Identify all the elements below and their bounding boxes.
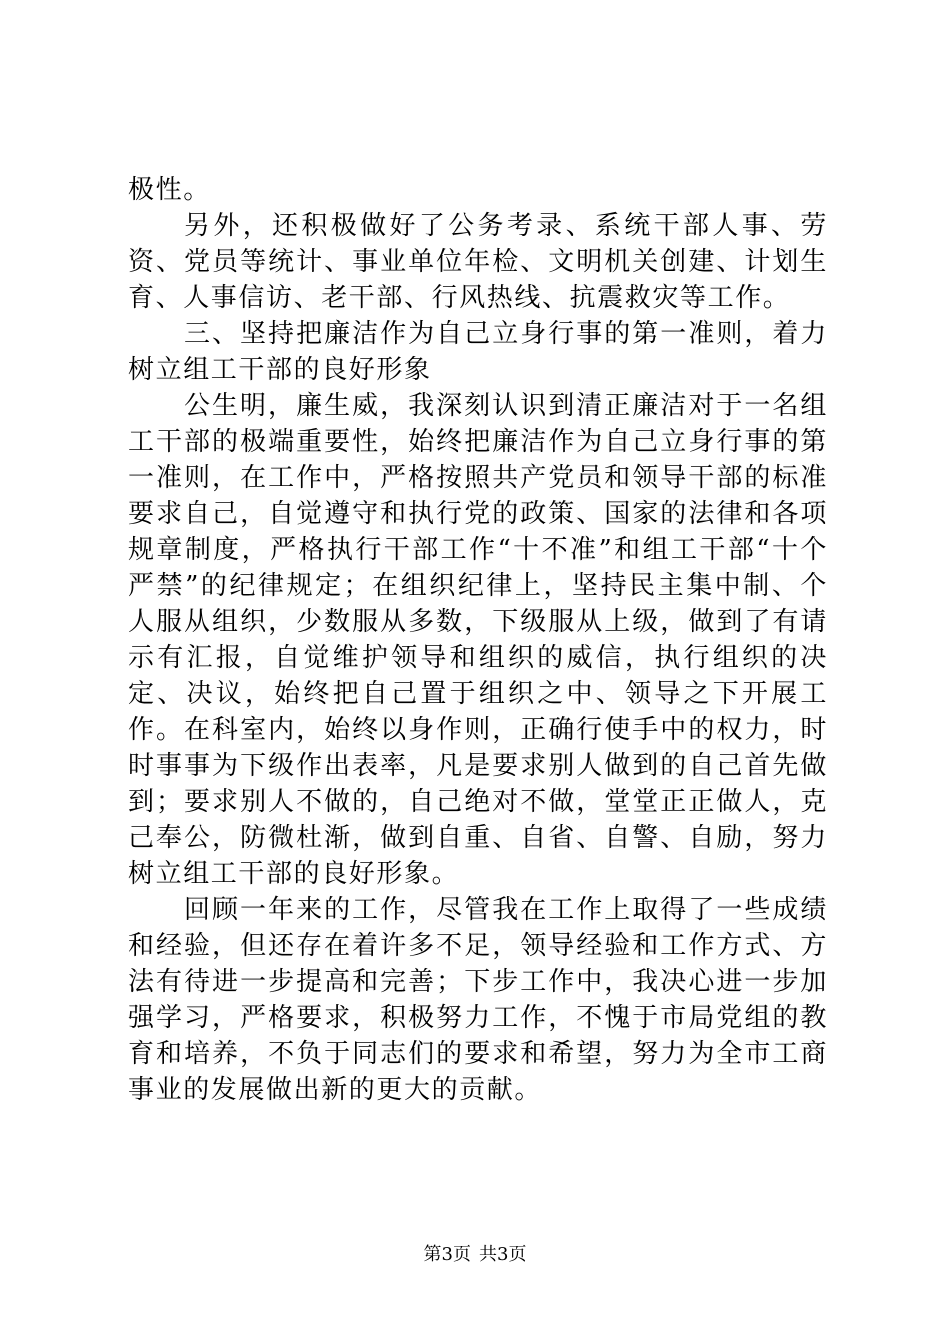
section-heading-integrity: 三、坚持把廉洁作为自己立身行事的第一准则，着力树立组工干部的良好形象 (128, 319, 828, 385)
document-body (128, 172, 828, 1108)
paragraph-other-work: 另外，还积极做好了公务考录、系统干部人事、劳资、党员等统计、事业单位年检、文明机关创建、计划生育、人事信访、老干部、行风热线、抗震救灾等工作。 (128, 211, 828, 313)
page-footer (0, 1244, 950, 1266)
page-number-total: 共3页 (479, 1244, 527, 1265)
paragraph-integrity: 公生明，廉生威，我深刻认识到清正廉洁对于一名组工干部的极端重要性，始终把廉洁作为自己立身行事的第一准则，在工作中，严格按照共产党员和领导干部的标准要求自己，自觉遵守和执行党的政策、国家的法律和各项规章制度，严格执行干部工作“十不准”和组工干部“十个严禁”的纪律规定；在组织纪律上，坚持民主集中制、个人服从组织，少数服从多数，下级服从上级，做到了有请示有汇报，自觉维护领导和组织的威信，执行组织的决定、决议，始终把自己置于组织之中、领导之下开展工作。在科室内，始终以身作则，正确行使手中的权力，时时事事为下级作出表率，凡是要求别人做到的自己首先做到；要求别人不做的，自己绝对不做，堂堂正正做人，克己奉公，防微杜渐，做到自重、自省、自警、自励，努力树立组工干部的良好形象。 (128, 391, 828, 889)
paragraph-continuation: 极性。 (128, 175, 211, 205)
paragraph-review: 回顾一年来的工作，尽管我在工作上取得了一些成绩和经验，但还存在着许多不足，领导经验和工作方式、方法有待进一步提高和完善；下步工作中，我决心进一步加强学习，严格要求，积极努力工作，不愧于市局党组的教育和培养，不负于同志们的要求和希望，努力为全市工商事业的发展做出新的更大的贡献。 (128, 895, 828, 1105)
page-number-current: 第3页 (423, 1244, 471, 1265)
